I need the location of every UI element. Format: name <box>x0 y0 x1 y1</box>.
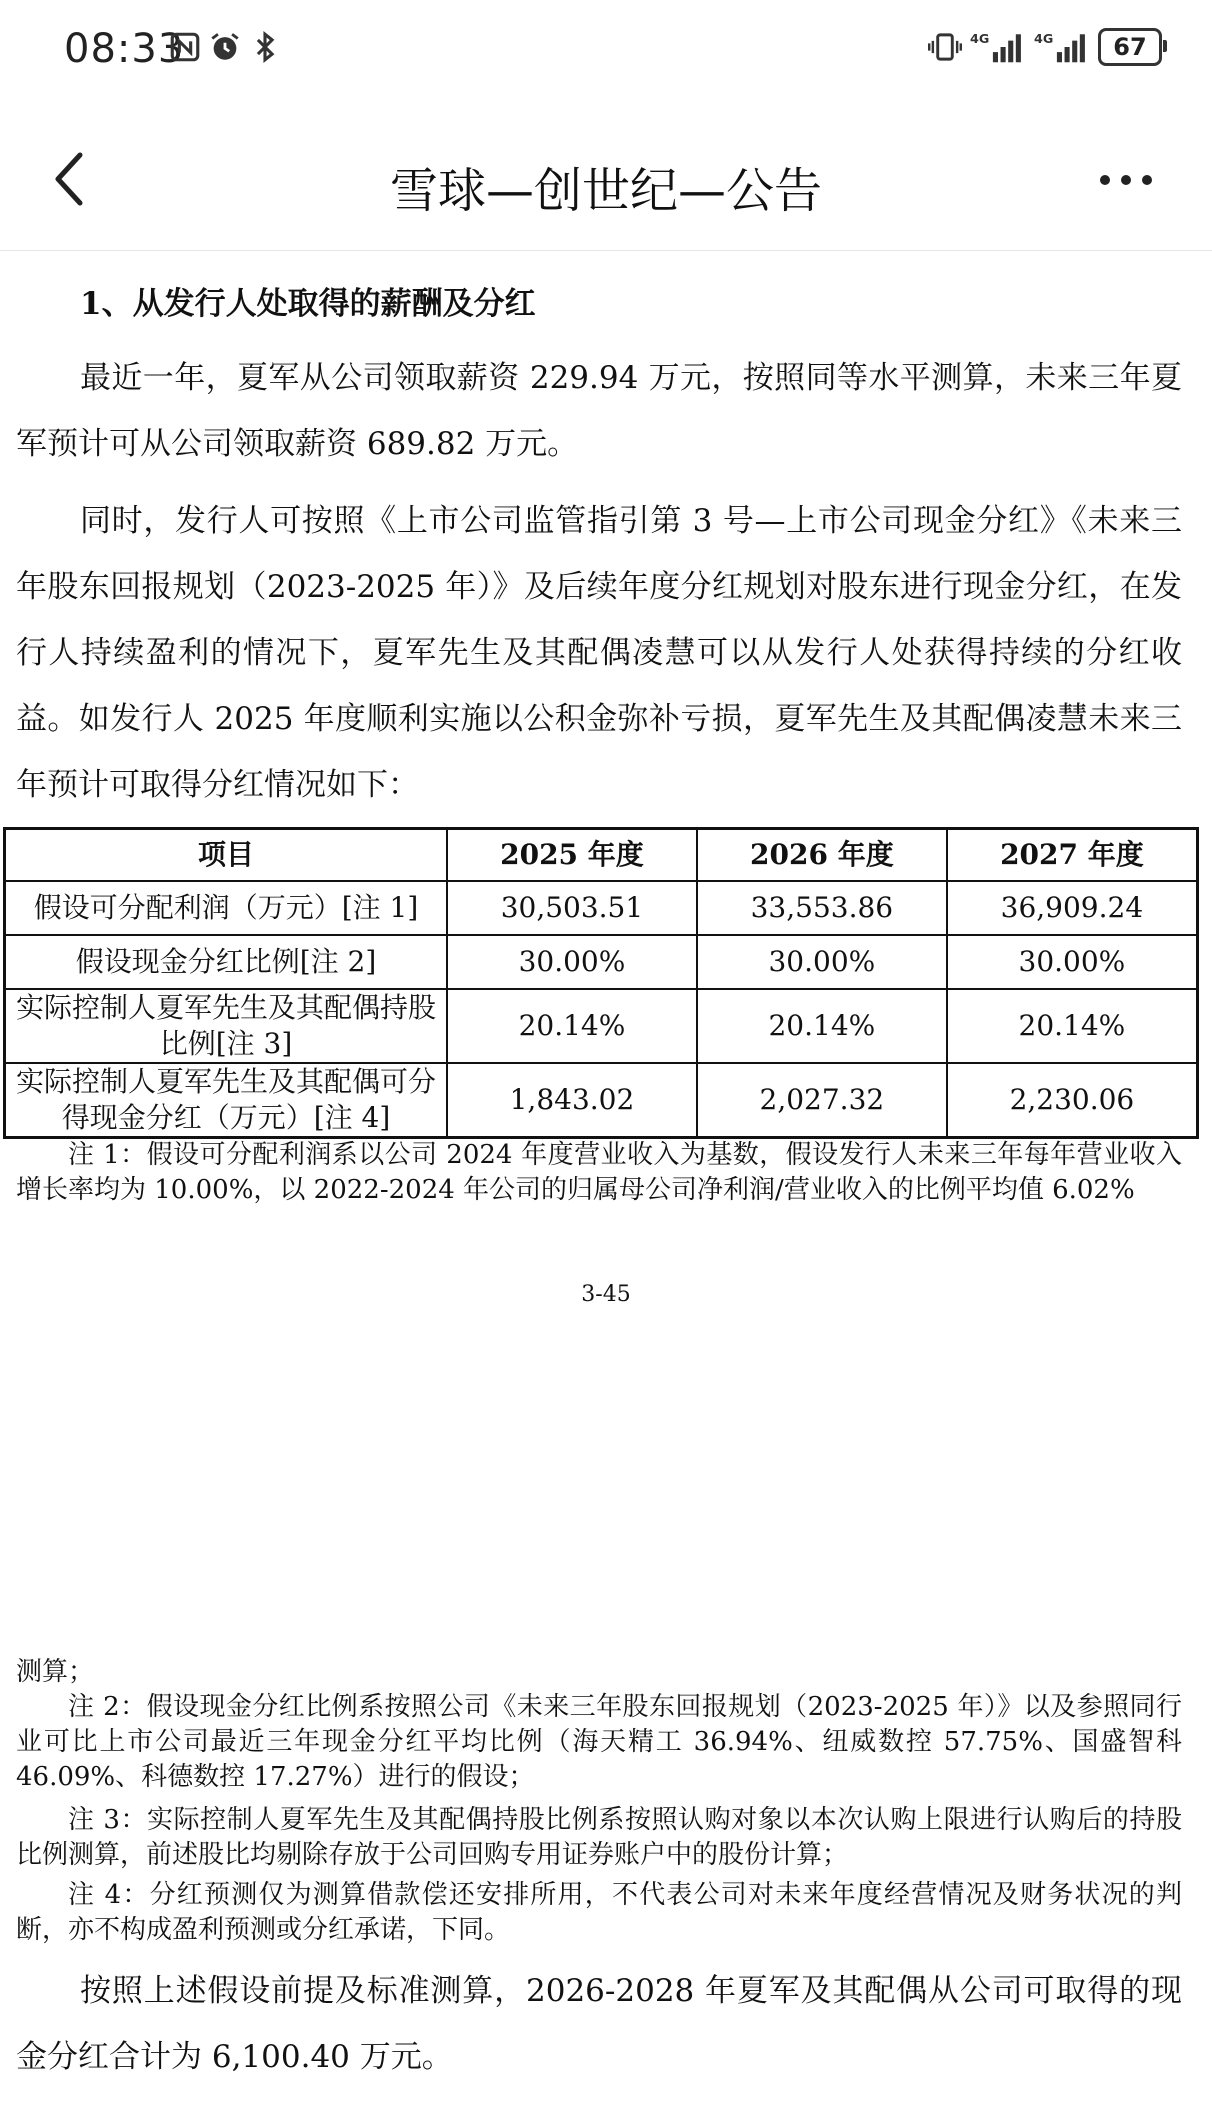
bluetooth-icon <box>248 30 282 64</box>
table-cell: 实际控制人夏军先生及其配偶持股比例[注 3] <box>5 989 448 1063</box>
table-cell: 1,843.02 <box>447 1063 697 1138</box>
table-cell: 假设现金分红比例[注 2] <box>5 935 448 989</box>
table-cell: 30.00% <box>947 935 1198 989</box>
note-4: 注 4：分红预测仅为测算借款偿还安排所用，不代表公司对未来年度经营情况及财务状况的判断，亦不构成盈利预测或分红承诺，下同。 <box>16 1880 1182 1945</box>
svg-text:4G: 4G <box>970 31 990 47</box>
table-cell: 实际控制人夏军先生及其配偶可分得现金分红（万元）[注 4] <box>5 1063 448 1138</box>
paragraph-total-dividend: 按照上述假设前提及标准测算，2026-2028 年夏军及其配偶从公司可取得的现金分红合计为 6,100.40 万元。 <box>16 1973 1182 2075</box>
note-1-continued: 测算； <box>16 1657 95 1687</box>
table-cell: 30.00% <box>697 935 947 989</box>
table-cell: 30,503.51 <box>447 881 697 935</box>
table-row <box>5 881 1198 935</box>
table-cell: 33,553.86 <box>697 881 947 935</box>
table-row <box>5 989 1198 1063</box>
paragraph-dividend-policy: 同时，发行人可按照《上市公司监管指引第 3 号—上市公司现金分红》《未来三年股东回报规划（2023-2025 年）》及后续年度分红规划对股东进行现金分红，在发行人持续盈利的情况下，夏军先生及其配偶凌慧可以从发行人处获得持续的分红收益。如发行人 2025 年度顺利实施以公积金弥补亏损，夏军先生及其配偶凌慧未来三年预计可取得分红情况如下： <box>16 503 1182 803</box>
table-cell: 2,230.06 <box>947 1063 1198 1138</box>
more-button[interactable] <box>1086 150 1166 210</box>
signal-4g-icon <box>1034 29 1090 65</box>
table-cell: 假设可分配利润（万元）[注 1] <box>5 881 448 935</box>
note-3: 注 3：实际控制人夏军先生及其配偶持股比例系按照认购对象以本次认购上限进行认购后的持股比例测算，前述股比均剔除存放于公司回购专用证券账户中的股份计算； <box>16 1805 1182 1870</box>
app-header <box>0 100 1212 251</box>
table-cell: 2,027.32 <box>697 1063 947 1138</box>
table-header: 2025 年度 <box>447 829 697 882</box>
svg-text:4G: 4G <box>1034 31 1054 47</box>
table-header-row <box>5 829 1198 882</box>
table-row <box>5 935 1198 989</box>
table-cell: 20.14% <box>447 989 697 1063</box>
table-cell: 20.14% <box>697 989 947 1063</box>
section-heading: 1、从发行人处取得的薪酬及分红 <box>80 286 536 322</box>
table-cell: 30.00% <box>447 935 697 989</box>
status-bar <box>0 0 1212 100</box>
more-dots-icon <box>1098 173 1154 187</box>
battery-indicator: 67 <box>1098 28 1162 66</box>
table-header: 2026 年度 <box>697 829 947 882</box>
nfc-icon <box>168 30 202 64</box>
page-number: 3-45 <box>581 1282 631 1307</box>
signal-4g-icon <box>970 29 1026 65</box>
status-left-icons <box>168 30 282 64</box>
page-title: 雪球—创世纪—公告 <box>389 163 822 219</box>
note-2: 注 2：假设现金分红比例系按照公司《未来三年股东回报规划（2023-2025 年）》以及参照同行业可比上市公司最近三年现金分红平均比例（海天精工 36.94%、纽威数控 57.75%、国盛智科 46.09%、科德数控 17.27%）进行的假设； <box>16 1692 1182 1792</box>
paragraph-salary: 最近一年，夏军从公司领取薪资 229.94 万元，按照同等水平测算，未来三年夏军预计可从公司领取薪资 689.82 万元。 <box>16 360 1182 462</box>
table-cell: 20.14% <box>947 989 1198 1063</box>
table-header: 项目 <box>5 829 448 882</box>
note-1: 注 1：假设可分配利润系以公司 2024 年度营业收入为基数，假设发行人未来三年每年营业收入增长率均为 10.00%，以 2022-2024 年公司的归属母公司净利润/营业收入的比例平均值 6.02% <box>16 1140 1182 1205</box>
status-time: 08:33 <box>64 26 185 72</box>
dividend-table <box>3 827 1199 1139</box>
status-right-icons <box>928 28 1162 66</box>
alarm-icon <box>208 30 242 64</box>
table-cell: 36,909.24 <box>947 881 1198 935</box>
table-header: 2027 年度 <box>947 829 1198 882</box>
vibrate-icon <box>928 29 962 65</box>
table-row <box>5 1063 1198 1138</box>
